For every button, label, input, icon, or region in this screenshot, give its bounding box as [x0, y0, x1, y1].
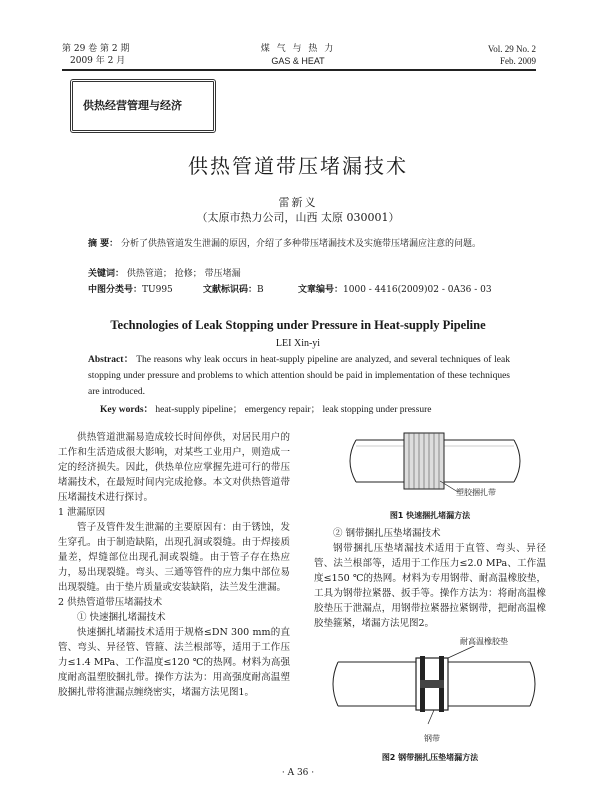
abstract-cn-text: 分析了供热管道发生泄漏的原因，介绍了多种带压堵漏技术及实施带压堵漏应注意的问题。 — [121, 239, 482, 249]
article-number-value: 1000 - 4416(2009)02 - 0A36 - 03 — [343, 285, 492, 295]
volume-en: Vol. 29 No. 2 — [487, 44, 536, 54]
journal-name-en: GAS & HEAT — [271, 56, 325, 66]
leak-causes-paragraph: 管子及管件发生泄漏的主要原因有：由于锈蚀，发生穿孔。由于制造缺陷，出现孔洞或裂缝。由于焊接质量差，焊缝部位出现孔洞或裂缝。由于管子存在热应力，易出现裂缝。弯头、三通等管件的应力集中部位易出现裂缝。由于垫片质量或安装缺陷，法兰发生泄漏。 — [58, 522, 290, 593]
title-cn: 供热管道带压堵漏技术 — [188, 154, 408, 178]
figure-1-diagram — [338, 426, 538, 502]
keywords-en-label: Key words： — [100, 405, 154, 415]
affiliation-cn: （太原市热力公司，山西 太原 030001） — [196, 211, 400, 224]
document-code-value: B — [257, 285, 264, 295]
left-column — [58, 430, 290, 700]
author-cn: 雷新义 — [278, 196, 318, 209]
abstract-en-label: Abstract： — [88, 355, 134, 365]
author-en: LEI Xin-yi — [275, 338, 321, 349]
keywords-en — [100, 402, 510, 418]
keywords-en-text: heat-supply pipeline； emergency repair； leak stopping under pressure — [155, 405, 432, 415]
journal-name-cn: 煤 气 与 热 力 — [260, 44, 336, 54]
right-column — [314, 526, 546, 631]
abstract-en-text: The reasons why leak occurs in heat-supply pipeline are analyzed, and several techniques of leak stopping under pressure and problems to which attention should be paid in implementation of these techniques are introduced. — [88, 355, 510, 397]
class-number-value: TU995 — [142, 285, 173, 295]
heading-steel-band: ② 钢带捆扎压垫堵漏技术 — [333, 528, 441, 539]
steel-band-paragraph: 钢带捆扎压垫堵漏技术适用于直管、弯头、异径管、法兰根部等，适用于工作压力≤2.0 MPa、工作温度≤150 ℃的热网。材料为专用钢带、耐高温橡胶垫，工具为钢带拉紧器、扳手等。操作方法为：将耐高温橡胶垫压于泄漏点，用钢带拉紧器拉紧钢带，把耐高温橡胶垫箍紧，堵漏方法见图2。 — [314, 543, 546, 629]
section-label: 供热经营管理与经济 — [83, 99, 182, 112]
keywords-cn-label: 关键词： — [88, 269, 125, 279]
document-code-label: 文献标识码： — [203, 285, 258, 295]
quick-binding-paragraph: 快速捆扎堵漏技术适用于规格≤DN 300 mm的直管、弯头、异径管、管箍、法兰根部等，适用于工作压力≤1.4 MPa、工作温度≤120 ℃的热网。材料为高强度耐高温塑胶捆扎带。操作方法为：用高强度耐高温塑胶捆扎带将泄漏点缠绕密实，堵漏方法见图1。 — [58, 627, 290, 698]
article-number — [298, 284, 492, 297]
class-number-label: 中图分类号： — [88, 285, 143, 295]
band-clamp — [420, 680, 444, 688]
date-cn: 2009 年 2 月 — [70, 56, 126, 66]
abstract-en — [88, 352, 510, 400]
section-label-box — [70, 79, 216, 133]
header-rule — [62, 69, 536, 71]
abstract-cn — [88, 238, 508, 251]
figure-2-label-band: 钢带 — [424, 734, 440, 743]
figure-2-diagram — [324, 646, 544, 726]
heading-quick-binding: ① 快速捆扎堵漏技术 — [77, 612, 166, 623]
abstract-cn-label: 摘 要： — [88, 239, 119, 249]
keywords-cn-text: 供热管道； 抢修； 带压堵漏 — [126, 269, 241, 279]
article-number-label: 文章编号： — [298, 285, 344, 295]
date-en: Feb. 2009 — [500, 56, 536, 66]
heading-leak-stopping-tech: 2 供热管道带压堵漏技术 — [58, 597, 163, 608]
document-code — [203, 284, 264, 297]
page-number: · A 36 · — [281, 768, 315, 778]
heading-leak-causes: 1 泄漏原因 — [58, 507, 106, 518]
figure-2-label-gasket: 耐高温橡胶垫 — [460, 637, 508, 646]
keywords-cn — [88, 268, 508, 281]
figure-2-caption: 图2 钢带捆扎压垫堵漏方法 — [381, 753, 479, 762]
title-en: Technologies of Leak Stopping under Pressure in Heat-supply Pipeline — [110, 318, 486, 332]
volume-cn: 第 29 卷 第 2 期 — [62, 44, 130, 54]
figure-1-caption: 图1 快速捆扎堵漏方法 — [389, 511, 471, 520]
intro-paragraph: 供热管道泄漏易造成较长时间停供，对居民用户的工作和生活造成很大影响，对某些工业用户，则造成一定的经济损失。因此，供热单位应掌握先进可行的带压堵漏技术，在最短时间内完成抢修。本文对供热管道带压堵漏技术进行探讨。 — [58, 432, 290, 503]
figure-1-label: 塑胶捆扎带 — [456, 488, 496, 497]
class-number — [88, 284, 173, 297]
